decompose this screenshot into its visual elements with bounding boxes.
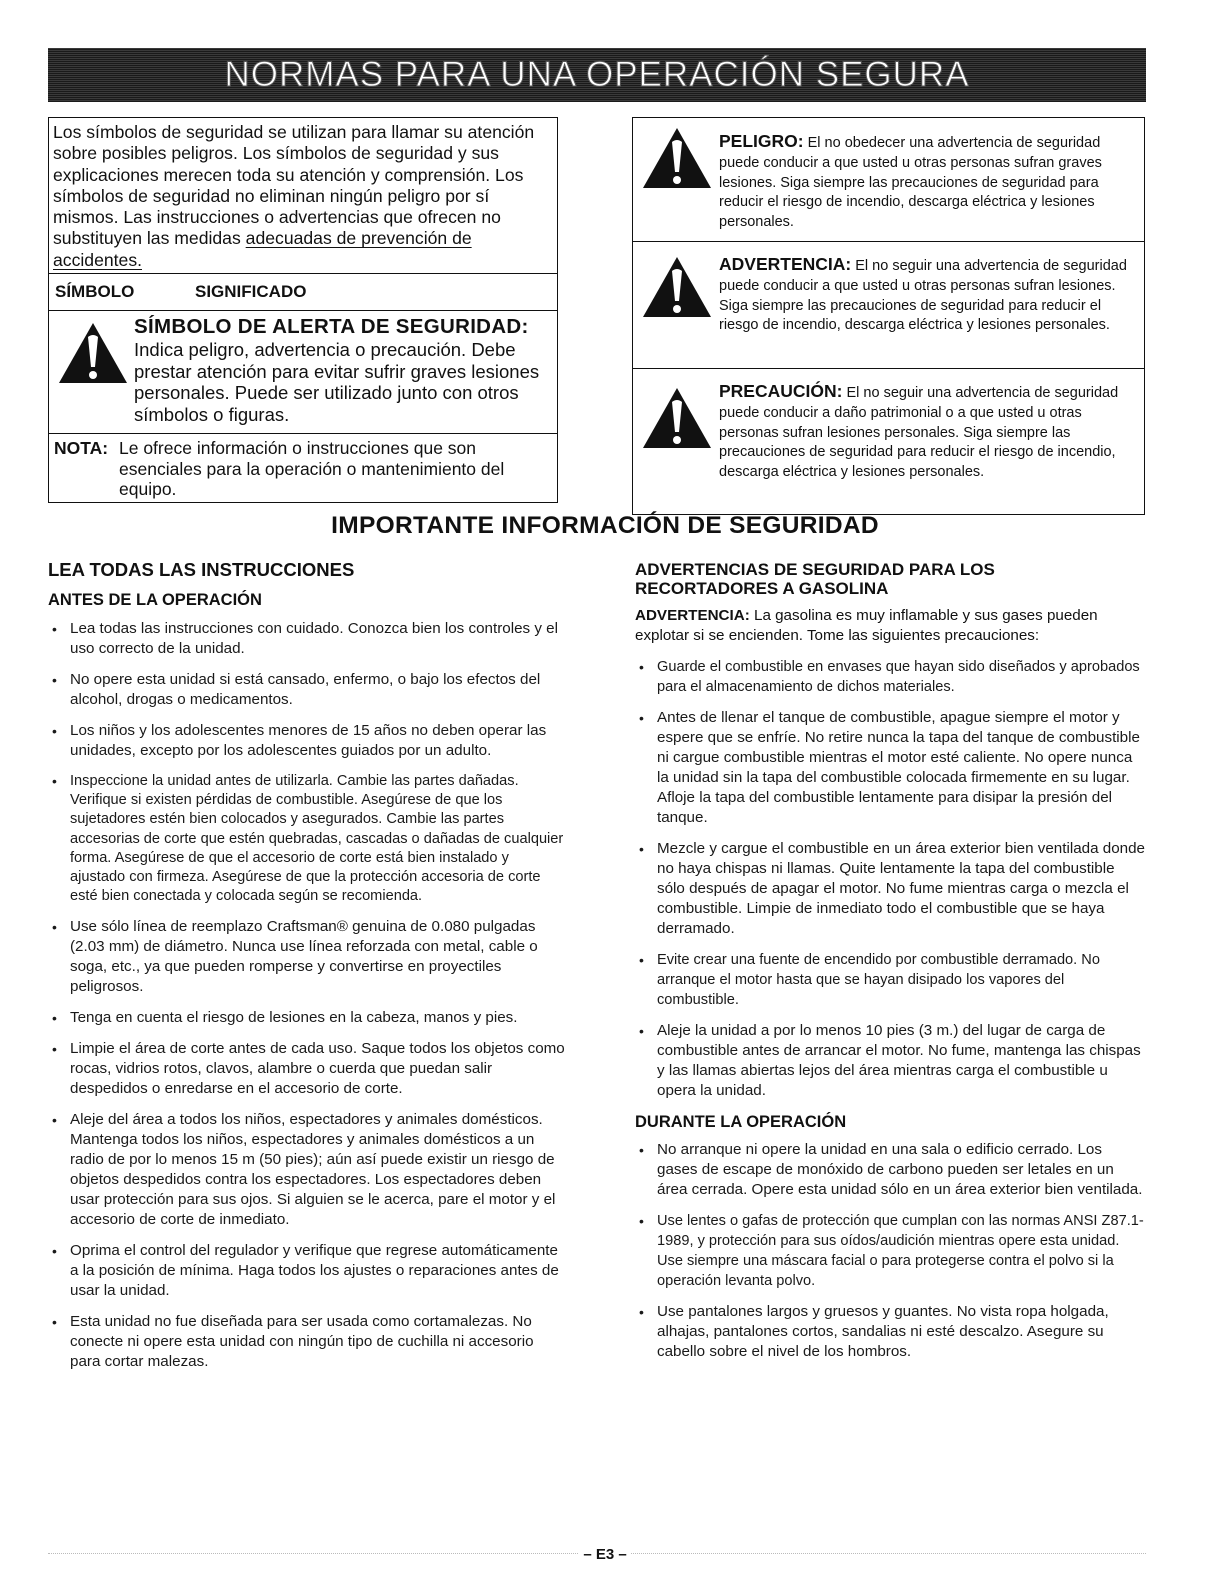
warning-triangle-icon: [641, 126, 713, 190]
symbol-table-header: [49, 273, 557, 311]
warning-text: [719, 132, 1143, 233]
list-item: • Use lentes o gafas de protección que cumplan con las normas ANSI Z87.1-1989, y protección para sus oídos/audición mientras opere esta unidad. Use siempre una máscara facial o para protegerse contra el polvo si la operación levanta polvo.: [635, 1211, 1145, 1291]
warning-triangle-icon: [641, 386, 713, 450]
list-item: • Mezcle y cargue el combustible en un área exterior bien ventilada donde no haya chispas ni llamas. Quite lentamente la tapa del combustible sólo después de apagar el motor. No fume mientras carga o mezcla el combustible. Limpie de inmediato todo el combustible que se haya derramado.: [635, 839, 1145, 939]
divider: [633, 368, 1144, 369]
during-operation-list: [635, 1140, 1145, 1362]
gasoline-warning-text: La gasolina es muy inflamable y sus gases pueden explotar si se encienden. Tome las siguientes precauciones:: [635, 607, 1098, 644]
section-banner: [48, 48, 1146, 102]
nota-row: [49, 433, 557, 504]
before-operation-heading: ANTES DE LA OPERACIÓN: [48, 591, 262, 609]
alert-body: Indica peligro, advertencia o precaución. Debe prestar atención para evitar sufrir graves lesiones personales. Puede ser utilizado junto con otros símbolos o figuras.: [134, 339, 540, 425]
list-item: • Lea todas las instrucciones con cuidado. Conozca bien los controles y el uso correcto de la unidad.: [48, 619, 568, 659]
warning-row-peligro: [633, 118, 1144, 241]
warning-triangle-icon: [641, 255, 713, 319]
main-title: IMPORTANTE INFORMACIÓN DE SEGURIDAD: [331, 512, 879, 539]
warning-body: El no obedecer una advertencia de seguridad puede conducir a que usted u otras personas sufran graves lesiones. Siga siempre las precauciones de seguridad para reducir el riesgo de incendio, descarga eléctrica y lesiones personales.: [719, 135, 1102, 231]
warning-row-advertencia: [633, 243, 1144, 368]
during-operation-heading: DURANTE LA OPERACIÓN: [635, 1113, 847, 1131]
nota-label: NOTA:: [54, 438, 109, 458]
gasoline-warning-label: ADVERTENCIA:: [635, 607, 750, 624]
list-item: • Inspeccione la unidad antes de utilizarla. Cambie las partes dañadas. Verifique si existen pérdidas de combustible. Asegúrese de que los sujetadores estén bien colocados y asegurados. Cambie las partes accesorias de corte que estén quebradas, cascadas o dañadas de cualquier forma. Asegúrese de que el accesorio de corte está bien instalado y ajustado con firmeza. Asegúrese de que la protección accesoria de corte esté bien conectada y colocada según se recomienda.: [48, 772, 568, 906]
warning-text: [719, 382, 1143, 483]
list-item: • Aleje la unidad a por lo menos 10 pies (3 m.) del lugar de carga de combustible antes de arrancar el motor. No fume, mantenga las chispas y las llamas abiertas lejos del área mientras carga el combustible u opera la unidad.: [635, 1021, 1145, 1101]
symbols-box: [48, 117, 558, 503]
list-item: • Aleje del área a todos los niños, espectadores y animales domésticos. Mantenga todos los niños, espectadores y animales domésticos a un radio de por lo menos 15 m (50 pies); aún así puede existir un riesgo de objetos despedidos contra los espectadores. Los espectadores deben usar protección para sus ojos. Si alguien se le acerca, pare el motor y el accesorio de corte de inmediato.: [48, 1110, 568, 1230]
warning-label: PELIGRO:: [719, 131, 804, 151]
left-column: [48, 560, 568, 1372]
list-item: • Tenga en cuenta el riesgo de lesiones en la cabeza, manos y pies.: [48, 1008, 568, 1028]
list-item: • Use sólo línea de reemplazo Craftsman® genuina de 0.080 pulgadas (2.03 mm) de diámetro. Nunca use línea reforzada con metal, cable o soga, etc., ya que pueden romperse y convertirse en proyectiles peligrosos.: [48, 917, 568, 997]
warnings-box: [632, 117, 1145, 515]
warning-body: El no seguir una advertencia de seguridad puede conducir a que usted u otras personas sufran lesiones. Siga siempre las precauciones de seguridad para reducir el riesgo de incendio, descarga eléctrica y lesiones personales.: [719, 258, 1127, 334]
warning-text: [719, 255, 1143, 336]
page-number: [0, 1546, 1210, 1563]
symbols-intro: [49, 118, 557, 273]
warning-body: El no seguir una advertencia de seguridad puede conducir a daño patrimonial o a que usted u otras personas sufran lesiones personales. Siga siempre las precauciones de seguridad para reducir el riesgo de incendio, descarga eléctrica y lesiones personales.: [719, 385, 1119, 481]
list-item: • Guarde el combustible en envases que hayan sido diseñados y aprobados para el almacenamiento de dichos materiales.: [635, 657, 1145, 697]
nota-text: Le ofrece información o instrucciones que son esenciales para la operación o mantenimiento del equipo.: [119, 438, 505, 499]
symbols-intro-text: Los símbolos de seguridad se utilizan para llamar su atención sobre posibles peligros. Los símbolos de seguridad y sus explicaciones merecen toda su atención y comprensión. Los símbolos de seguridad no eliminan ningún peligro por sí mismos. Las instrucciones o advertencias que ofrecen no substituyen las medidas: [53, 122, 535, 249]
divider: [633, 241, 1144, 242]
list-item: • No arranque ni opere la unidad en una sala o edificio cerrado. Los gases de escape de monóxido de carbono pueden ser letales en un área cerrada. Opere esta unidad sólo en un área exterior bien ventilada.: [635, 1140, 1145, 1200]
warning-triangle-icon: [57, 321, 129, 385]
list-item: • Los niños y los adolescentes menores de 15 años no deben operar las unidades, excepto por los adolescentes guiados por un adulto.: [48, 721, 568, 761]
list-item: • Esta unidad no fue diseñada para ser usada como cortamalezas. No conecte ni opere esta unidad con ningún tipo de cuchilla ni accesorio para cortar malezas.: [48, 1312, 568, 1372]
list-item: • Oprima el control del regulador y verifique que regrese automáticamente a la posición de mínima. Haga todos los ajustes o reparaciones antes de usar la unidad.: [48, 1241, 568, 1301]
list-item: • Evite crear una fuente de encendido por combustible derramado. No arranque el motor hasta que se hayan disipado los vapores del combustible.: [635, 950, 1145, 1010]
gasoline-warnings-heading: ADVERTENCIAS DE SEGURIDAD PARA LOS RECORTADORES A GASOLINA: [635, 560, 995, 598]
banner-title: NORMAS PARA UNA OPERACIÓN SEGURA: [224, 55, 970, 94]
warning-row-precaucion: [633, 370, 1144, 514]
list-item: • No opere esta unidad si está cansado, enfermo, o bajo los efectos del alcohol, drogas o medicamentos.: [48, 670, 568, 710]
before-operation-list: [48, 619, 568, 1372]
list-item: • Use pantalones largos y gruesos y guantes. No vista ropa holgada, alhajas, pantalones cortos, sandalias ni esté descalzo. Asegure su cabello sobre el nivel de los hombros.: [635, 1302, 1145, 1362]
col-symbol-label: SÍMBOLO: [55, 282, 135, 301]
gasoline-warning-intro: [635, 606, 1145, 646]
symbols-intro-last: adecuadas de prevención de accidentes.: [53, 228, 472, 270]
col-meaning-label: SIGNIFICADO: [195, 282, 307, 301]
alert-title: SÍMBOLO DE ALERTA DE SEGURIDAD:: [134, 315, 529, 338]
right-column: [635, 560, 1145, 1362]
warning-label: ADVERTENCIA:: [719, 254, 852, 274]
list-item: • Antes de llenar el tanque de combustible, apague siempre el motor y espere que se enfríe. No retire nunca la tapa del tanque de combustible ni cargue combustible mientras el motor esté caliente. No opere nunca la unidad sin la tapa del combustible colocada firmemente en su lugar. Afloje la tapa del combustible lentamente para disipar la presión del tanque.: [635, 708, 1145, 828]
warning-label: PRECAUCIÓN:: [719, 381, 843, 401]
safety-alert-row: [49, 311, 557, 442]
read-instructions-heading: LEA TODAS LAS INSTRUCCIONES: [48, 559, 355, 580]
page-number-text: – E3 –: [579, 1546, 630, 1563]
gasoline-list: [635, 657, 1145, 1101]
list-item: • Limpie el área de corte antes de cada uso. Saque todos los objetos como rocas, vidrios rotos, clavos, alambre o cuerda que puedan salir despedidos o enredarse en el accesorio de corte.: [48, 1039, 568, 1099]
